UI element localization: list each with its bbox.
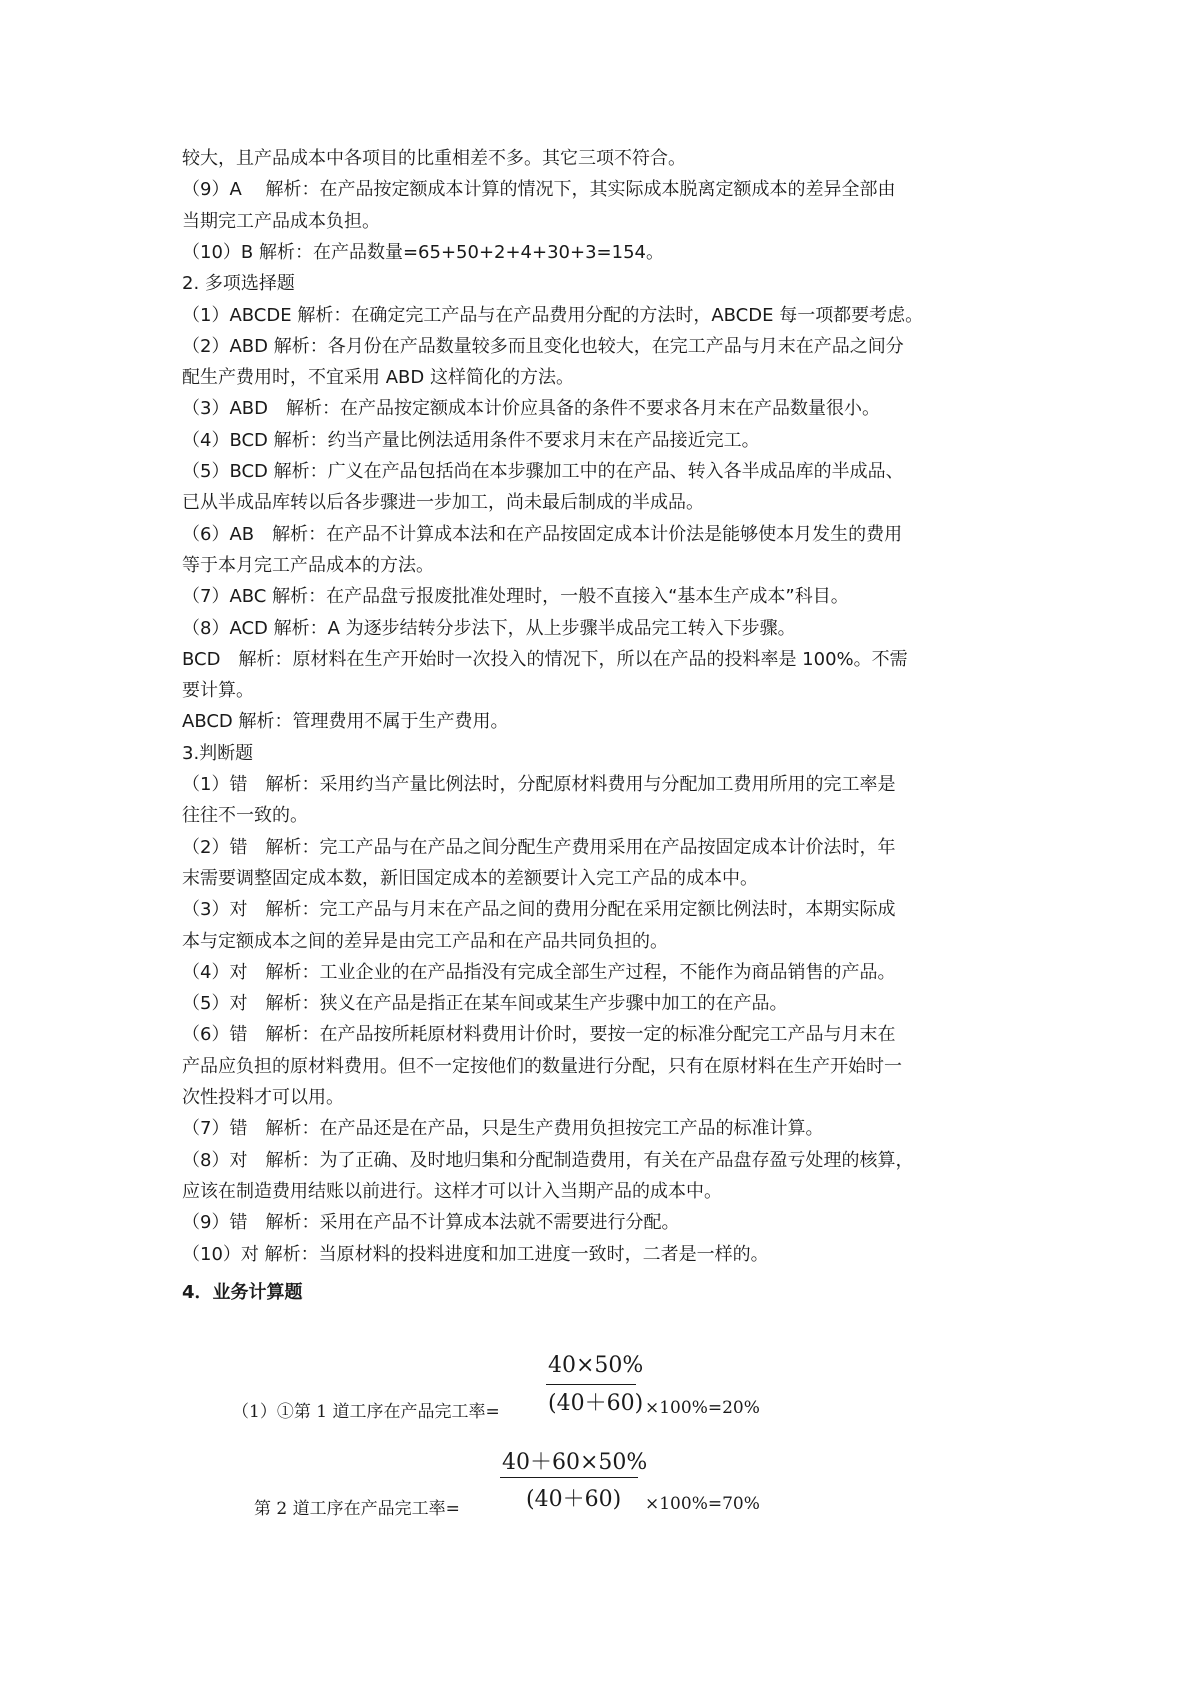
text-line: 应该在制造费用结账以前进行。这样才可以计入当期产品的成本中。 — [182, 1181, 722, 1202]
text-line: 配生产费用时，不宜采用 ABD 这样简化的方法。 — [182, 367, 574, 388]
text-line: （10）B 解析：在产品数量=65+50+2+4+30+3=154。 — [182, 242, 664, 263]
text-line: （7）错 解析：在产品还是在产品，只是生产费用负担按完工产品的标准计算。 — [182, 1118, 824, 1139]
text-line: （8）ACD 解析：A 为逐步结转分步法下，从上步骤半成品完工转入下步骤。 — [182, 618, 796, 639]
eq2-label: 第 2 道工序在产品完工率= — [254, 1499, 460, 1519]
text-line: ABCD 解析：管理费用不属于生产费用。 — [182, 711, 509, 732]
eq1-label: （1）①第 1 道工序在产品完工率= — [232, 1402, 500, 1422]
text-line: （10）对 解析：当原材料的投料进度和加工进度一致时，二者是一样的。 — [182, 1244, 769, 1265]
text-line: （4）对 解析：工业企业的在产品指没有完成全部生产过程，不能作为商品销售的产品。 — [182, 962, 896, 983]
text-line: 往往不一致的。 — [182, 805, 308, 826]
text-line: 3.判断题 — [182, 743, 254, 764]
text-line: （4）BCD 解析：约当产量比例法适用条件不要求月末在产品接近完工。 — [182, 430, 760, 451]
text-line: 产品应负担的原材料费用。但不一定按他们的数量进行分配，只有在原材料在生产开始时一 — [182, 1056, 902, 1077]
text-line: （3）ABD 解析：在产品按定额成本计价应具备的条件不要求各月末在产品数量很小。 — [182, 398, 880, 419]
text-line: （6）错 解析：在产品按所耗原材料费用计价时，要按一定的标准分配完工产品与月末在 — [182, 1024, 896, 1045]
text-line: （6）AB 解析：在产品不计算成本法和在产品按固定成本计价法是能够使本月发生的费用 — [182, 524, 903, 545]
text-line: BCD 解析：原材料在生产开始时一次投入的情况下，所以在产品的投料率是 100%。不需 — [182, 649, 908, 670]
text-line: （5）对 解析：狭义在产品是指正在某车间或某生产步骤中加工的在产品。 — [182, 993, 788, 1014]
text-line: （1）ABCDE 解析：在确定完工产品与在产品费用分配的方法时，ABCDE 每一项都要考虑。 — [182, 305, 924, 326]
eq1-tail: ×100%=20% — [645, 1398, 760, 1418]
text-line: 本与定额成本之间的差异是由完工产品和在产品共同负担的。 — [182, 931, 668, 952]
text-line: （3）对 解析：完工产品与月末在产品之间的费用分配在采用定额比例法时，本期实际成 — [182, 899, 896, 920]
text-line: （2）错 解析：完工产品与在产品之间分配生产费用采用在产品按固定成本计价法时，年 — [182, 837, 896, 858]
text-line: （1）错 解析：采用约当产量比例法时，分配原材料费用与分配加工费用所用的完工率是 — [182, 774, 896, 795]
eq2-tail: ×100%=70% — [645, 1494, 760, 1514]
text-line: 末需要调整固定成本数，新旧国定成本的差额要计入完工产品的成本中。 — [182, 868, 758, 889]
text-line: 2. 多项选择题 — [182, 273, 295, 294]
eq2-numerator: 40＋60×50% — [502, 1450, 648, 1475]
text-line: 要计算。 — [182, 680, 254, 701]
text-line: （9）错 解析：采用在产品不计算成本法就不需要进行分配。 — [182, 1212, 680, 1233]
text-line: 等于本月完工产品成本的方法。 — [182, 555, 434, 576]
eq2-fraction-bar — [500, 1477, 638, 1478]
text-line: （9）A 解析：在产品按定额成本计算的情况下，其实际成本脱离定额成本的差异全部由 — [182, 179, 896, 200]
section-4-title: 4．业务计算题 — [182, 1282, 303, 1303]
eq2-denominator: (40＋60) — [526, 1487, 622, 1512]
eq1-denominator: (40＋60) — [548, 1391, 644, 1416]
text-line: （7）ABC 解析：在产品盘亏报废批准处理时，一般不直接入“基本生产成本”科目。 — [182, 586, 849, 607]
eq1-fraction-bar — [546, 1384, 636, 1385]
text-line: （2）ABD 解析：各月份在产品数量较多而且变化也较大，在完工产品与月末在产品之间分 — [182, 336, 904, 357]
text-line: （5）BCD 解析：广义在产品包括尚在本步骤加工中的在产品、转入各半成品库的半成品、 — [182, 461, 904, 482]
eq1-numerator: 40×50% — [548, 1353, 644, 1378]
text-line: 较大，且产品成本中各项目的比重相差不多。其它三项不符合。 — [182, 148, 686, 169]
text-line: 已从半成品库转以后各步骤进一步加工，尚未最后制成的半成品。 — [182, 492, 704, 513]
text-line: （8）对 解析：为了正确、及时地归集和分配制造费用，有关在产品盘存盈亏处理的核算， — [182, 1150, 914, 1171]
text-line: 次性投料才可以用。 — [182, 1087, 344, 1108]
text-line: 当期完工产品成本负担。 — [182, 211, 380, 232]
